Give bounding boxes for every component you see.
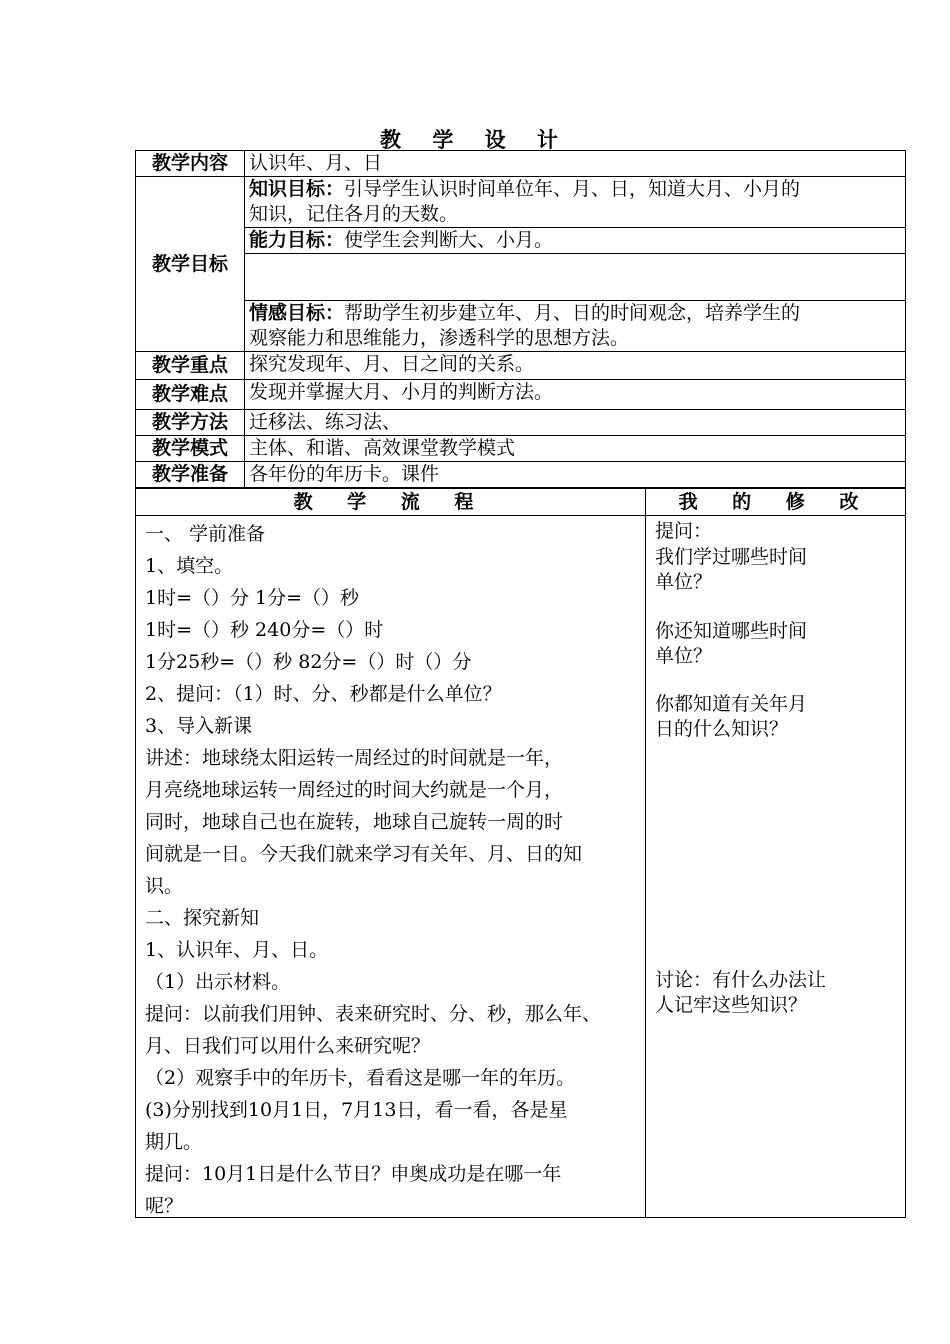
difficulty-label: 教学难点 [136,380,245,410]
mode-label: 教学模式 [136,436,245,462]
flow-line: 1时=（）分 1分=（）秒 [145,587,360,609]
flow-line: 期几。 [145,1131,203,1153]
emotion-goal: 情感目标：帮助学生初步建立年、月、日的时间观念，培养学生的 观察能力和思维能力，渗透科学的思想方法。 [245,301,906,352]
flow-line: (3)分别找到10月1日，7月13日，看一看，各是星 [145,1099,568,1121]
prep-value: 各年份的年历卡。课件 [245,462,906,488]
flow-line: 1、认识年、月、日。 [145,939,329,961]
revision-line: 单位？ [655,571,713,593]
info-table [135,150,906,488]
blank-goal-row [245,254,906,301]
flow-line: 呢？ [145,1195,184,1217]
flow-table [135,488,906,1218]
revision-line: 日的什么知识？ [655,718,789,740]
goals-label: 教学目标 [136,177,245,352]
flow-line: （2）观察手中的年历卡，看看这是哪一年的年历。 [145,1067,576,1089]
flow-line: 识。 [145,875,184,897]
flow-line: （1）出示材料。 [145,971,291,993]
revision-line: 提问： [655,520,713,542]
flow-line: 二、探究新知 [145,907,260,929]
flow-line: 月亮绕地球运转一周经过的时间大约就是一个月， [145,779,564,801]
flow-line: 讲述：地球绕太阳运转一周经过的时间就是一年， [145,747,564,769]
flow-line: 提问：以前我们用钟、表来研究时、分、秒，那么年、 [145,1003,602,1025]
content-value: 认识年、月、日 [245,151,906,177]
flow-line: 1分25秒=（）秒 82分=（）时（）分 [145,651,472,673]
flow-line: 3、导入新课 [145,715,253,737]
flow-line: 提问：10月1日是什么节日？申奥成功是在哪一年 [145,1163,562,1185]
flow-line: 一、 学前准备 [145,523,266,545]
difficulty-value: 发现并掌握大月、小月的判断方法。 [245,380,906,410]
focus-label: 教学重点 [136,352,245,380]
method-label: 教学方法 [136,410,245,436]
flow-left-column [135,488,646,1218]
revision-line: 你还知道哪些时间 [655,620,808,642]
revision-line: 人记牢这些知识？ [655,994,808,1016]
focus-value: 探究发现年、月、日之间的关系。 [245,352,906,380]
method-value: 迁移法、练习法、 [245,410,906,436]
flow-right-column [645,488,906,1218]
flow-line: 1、填空。 [145,555,234,577]
mode-value: 主体、和谐、高效课堂教学模式 [245,436,906,462]
revision-line: 你都知道有关年月 [655,693,808,715]
flow-line: 1时=（）秒 240分=（）时 [145,619,384,641]
flow-line: 2、提问：（1）时、分、秒都是什么单位？ [145,683,502,705]
prep-label: 教学准备 [136,462,245,488]
revision-line: 单位？ [655,645,713,667]
revision-line: 讨论：有什么办法让 [655,969,827,991]
page-title: 教 学 设 计 [380,127,570,152]
knowledge-goal: 知识目标：引导学生认识时间单位年、月、日，知道大月、小月的 知识，记住各月的天数。 [245,177,906,228]
flow-line: 月、日我们可以用什么来研究呢？ [145,1035,431,1057]
flow-line: 同时，地球自己也在旋转，地球自己旋转一周的时 [145,811,564,833]
ability-goal: 能力目标：使学生会判断大、小月。 [245,228,906,254]
revision-line: 我们学过哪些时间 [655,546,808,568]
flow-line: 间就是一日。今天我们就来学习有关年、月、日的知 [145,843,583,865]
flow-left-header: 教 学 流 程 [136,489,645,516]
flow-right-header: 我 的 修 改 [646,489,905,516]
content-label: 教学内容 [136,151,245,177]
